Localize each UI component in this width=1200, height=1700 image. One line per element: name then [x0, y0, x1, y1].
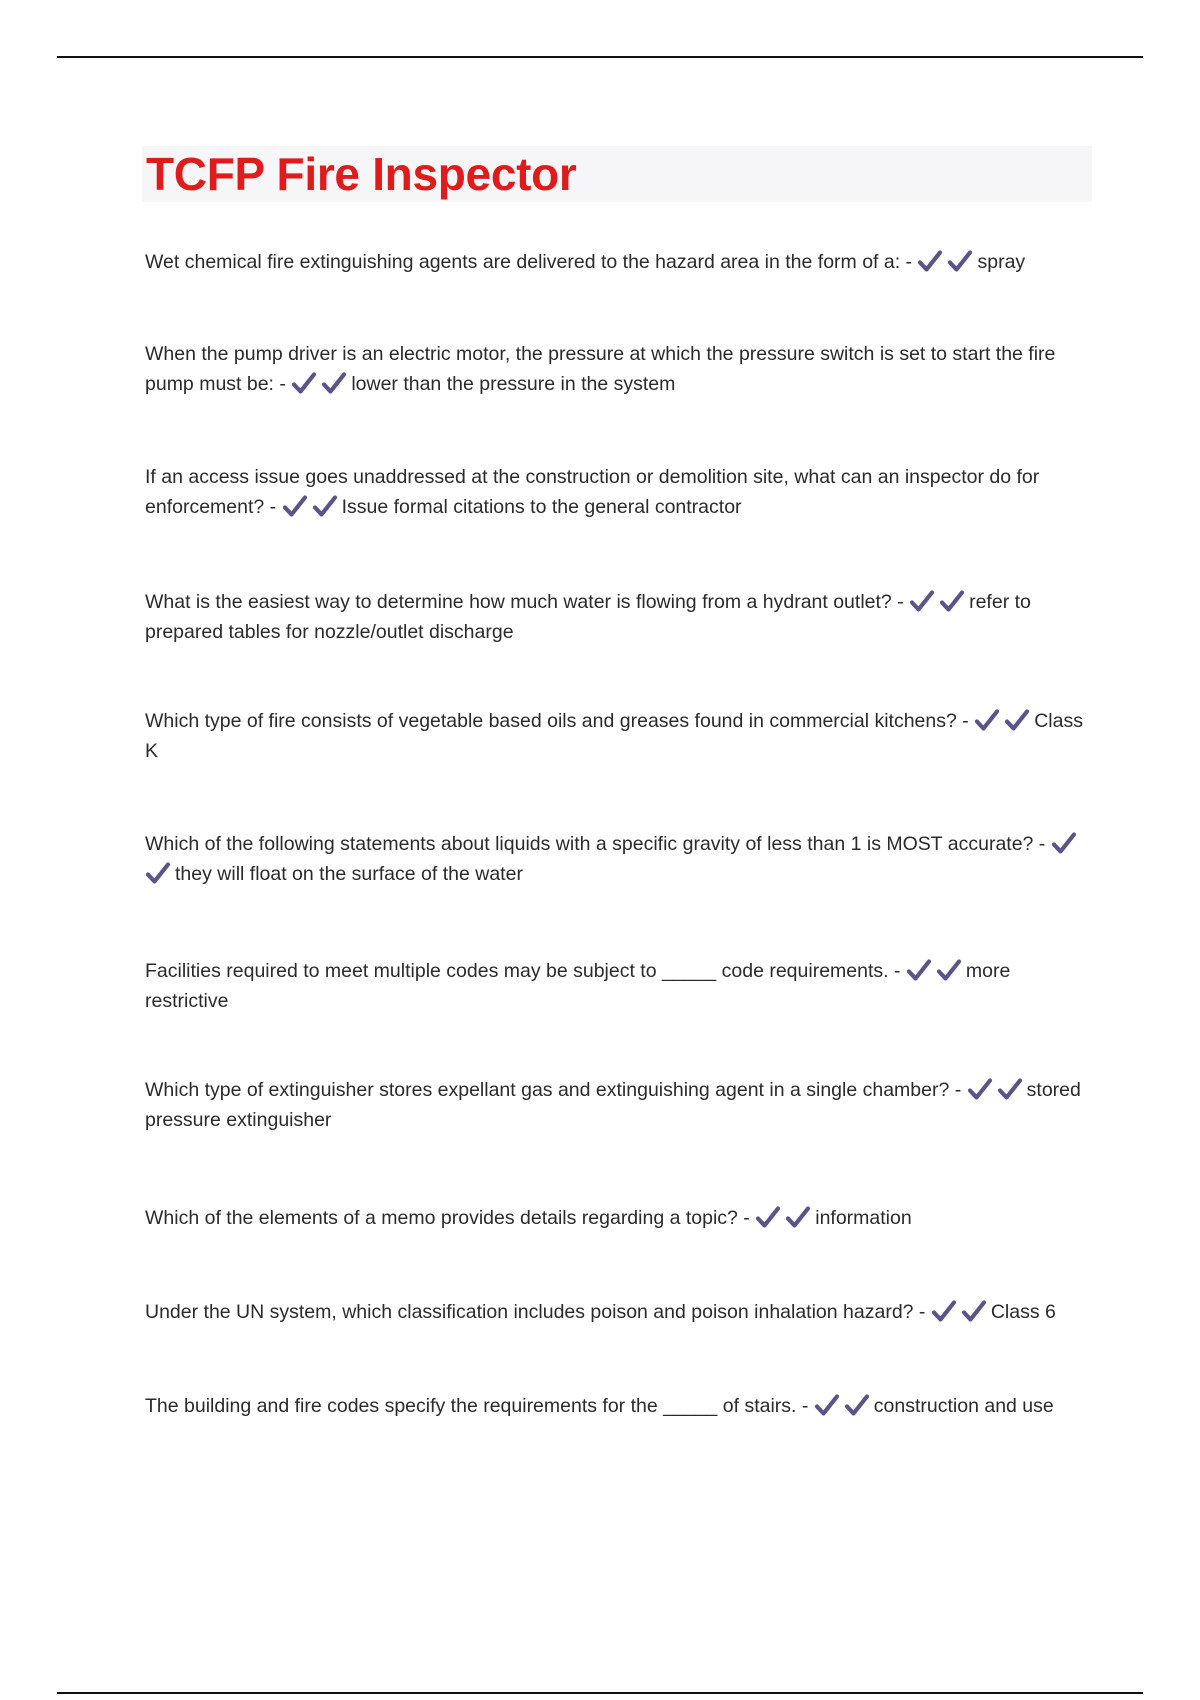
qa-item-10	[145, 1297, 1085, 1327]
qa-item-11	[145, 1391, 1085, 1421]
check-icon	[321, 371, 347, 395]
question-text: Under the UN system, which classification includes poison and poison inhalation hazard? -	[145, 1301, 926, 1323]
check-icon	[1051, 831, 1077, 855]
question-text: Which of the elements of a memo provides details regarding a topic? -	[145, 1207, 750, 1229]
qa-item-6	[145, 829, 1085, 889]
qa-item-5	[145, 706, 1085, 766]
check-icon	[282, 494, 308, 518]
check-icon	[947, 249, 973, 273]
check-icon	[961, 1299, 987, 1323]
check-icon	[755, 1205, 781, 1229]
answer-text: lower than the pressure in the system	[351, 373, 676, 395]
check-icon	[291, 371, 317, 395]
check-icon	[974, 708, 1000, 732]
page-title: TCFP Fire Inspector	[146, 148, 577, 200]
qa-item-2	[145, 339, 1085, 399]
check-icon	[997, 1077, 1023, 1101]
check-icon	[939, 589, 965, 613]
question-text: When the pump driver is an electric motor, the pressure at which the pressure switch is set to start the fire pump must be: -	[145, 343, 1056, 395]
check-icon	[917, 249, 943, 273]
answer-text: more restrictive	[145, 960, 1011, 1012]
check-icon	[814, 1393, 840, 1417]
qa-item-8	[145, 1075, 1085, 1135]
check-icon	[931, 1299, 957, 1323]
answer-text: Class K	[145, 710, 1083, 762]
check-icon	[909, 589, 935, 613]
qa-item-4	[145, 587, 1085, 647]
question-text: If an access issue goes unaddressed at the construction or demolition site, what can an inspector do for enforcement? -	[145, 466, 1040, 518]
question-text: Facilities required to meet multiple codes may be subject to _____ code requirements. -	[145, 960, 901, 982]
answer-text: construction and use	[873, 1395, 1054, 1417]
question-text: Which of the following statements about liquids with a specific gravity of less than 1 is MOST accurate? -	[145, 833, 1046, 855]
qa-item-9	[145, 1203, 1085, 1233]
question-text: Wet chemical fire extinguishing agents are delivered to the hazard area in the form of a: -	[145, 251, 913, 273]
question-text: The building and fire codes specify the requirements for the _____ of stairs. -	[145, 1395, 809, 1417]
qa-item-7	[145, 956, 1085, 1016]
check-icon	[906, 958, 932, 982]
answer-text: information	[815, 1207, 912, 1229]
answer-text: Class 6	[990, 1301, 1056, 1323]
question-text: What is the easiest way to determine how much water is flowing from a hydrant outlet? -	[145, 591, 904, 613]
answer-text: refer to prepared tables for nozzle/outlet discharge	[145, 591, 1031, 643]
check-icon	[936, 958, 962, 982]
question-text: Which type of fire consists of vegetable based oils and greases found in commercial kitchens? -	[145, 710, 969, 732]
check-icon	[1004, 708, 1030, 732]
answer-text: Issue formal citations to the general contractor	[341, 496, 742, 518]
check-icon	[967, 1077, 993, 1101]
qa-item-3	[145, 462, 1085, 522]
check-icon	[844, 1393, 870, 1417]
check-icon	[145, 861, 171, 885]
answer-text: they will float on the surface of the water	[175, 863, 523, 885]
bottom-rule	[57, 1692, 1143, 1694]
answer-text: spray	[977, 251, 1026, 273]
check-icon	[312, 494, 338, 518]
qa-item-1	[145, 247, 1085, 277]
answer-text: stored pressure extinguisher	[145, 1079, 1081, 1131]
question-text: Which type of extinguisher stores expellant gas and extinguishing agent in a single chamber? -	[145, 1079, 962, 1101]
check-icon	[785, 1205, 811, 1229]
top-rule	[57, 56, 1143, 58]
